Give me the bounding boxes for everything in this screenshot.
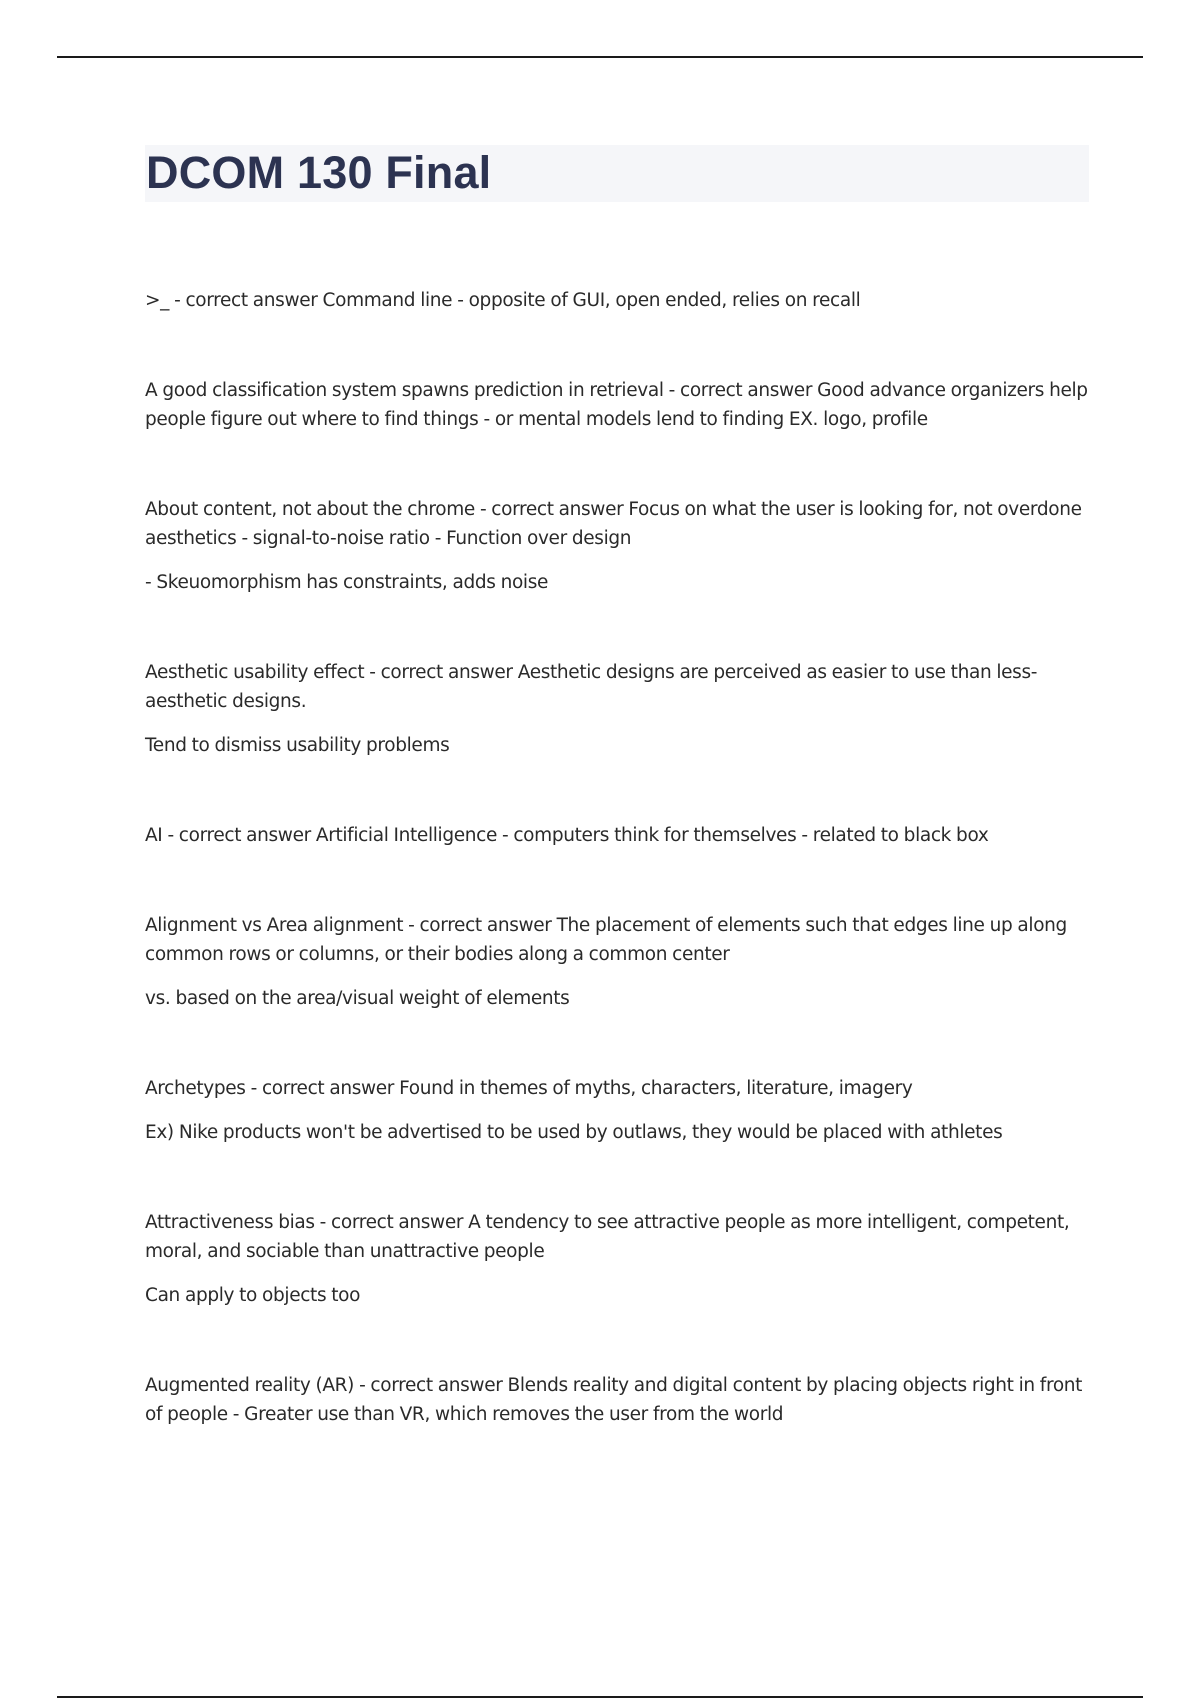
entry-note: Ex) Nike products won't be advertised to be used by outlaws, they would be placed with athletes xyxy=(145,1122,1003,1143)
entry-text: AI - correct answer Artificial Intelligence - computers think for themselves - related to black box xyxy=(145,825,989,846)
flashcard-entry xyxy=(145,495,1090,597)
flashcard-entry xyxy=(145,286,1090,315)
page-title: DCOM 130 Final xyxy=(146,147,492,198)
flashcard-entry xyxy=(145,1371,1090,1429)
entry-text: About content, not about the chrome - correct answer Focus on what the user is looking for, not overdone aesthetics - signal-to-noise ratio - Function over design xyxy=(145,499,1082,549)
flashcard-entry xyxy=(145,658,1090,760)
footer-rule xyxy=(57,1696,1143,1698)
flashcard-entry xyxy=(145,1208,1090,1310)
entry-note: Tend to dismiss usability problems xyxy=(145,735,450,756)
entry-text: Attractiveness bias - correct answer A tendency to see attractive people as more intelligent, competent, moral, and sociable than unattractive people xyxy=(145,1212,1070,1262)
entry-note: vs. based on the area/visual weight of elements xyxy=(145,988,570,1009)
entry-text: Augmented reality (AR) - correct answer Blends reality and digital content by placing objects right in front of people - Greater use than VR, which removes the user from the world xyxy=(145,1375,1083,1425)
entry-text: Aesthetic usability effect - correct answer Aesthetic designs are perceived as easier to use than less-aesthetic designs. xyxy=(145,662,1038,712)
entry-text: Archetypes - correct answer Found in themes of myths, characters, literature, imagery xyxy=(145,1078,913,1099)
entry-note: Can apply to objects too xyxy=(145,1285,361,1306)
flashcard-entry xyxy=(145,911,1090,1013)
entry-text: Alignment vs Area alignment - correct answer The placement of elements such that edges line up along common rows or columns, or their bodies along a common center xyxy=(145,915,1067,965)
flashcard-entry xyxy=(145,376,1090,434)
entry-text: A good classification system spawns prediction in retrieval - correct answer Good advance organizers help people figure out where to find things - or mental models lend to finding EX. logo, profile xyxy=(145,380,1088,430)
flashcard-entry xyxy=(145,1074,1090,1147)
entry-text: >_ - correct answer Command line - opposite of GUI, open ended, relies on recall xyxy=(145,290,861,311)
flashcard-entry xyxy=(145,821,1090,850)
header-rule xyxy=(57,56,1143,58)
entry-note: - Skeuomorphism has constraints, adds noise xyxy=(145,572,549,593)
flashcard-list xyxy=(145,286,1090,1490)
